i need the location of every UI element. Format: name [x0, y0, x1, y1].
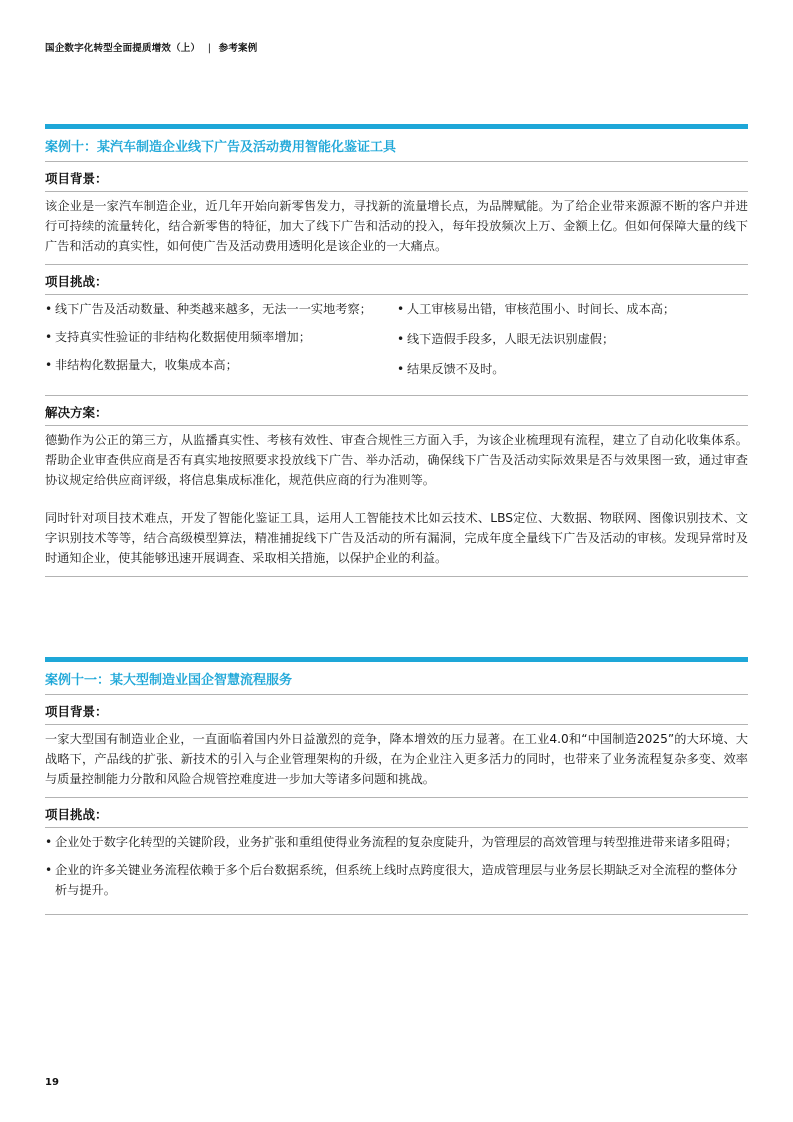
list-item: • 非结构化数据量大，收集成本高； [45, 355, 397, 375]
document-title: 国企数字化转型全面提质增效（上） [45, 43, 201, 54]
bullet-icon: • [45, 863, 53, 877]
challenge-heading: 项目挑战： [45, 807, 108, 822]
challenge-column-left [45, 299, 397, 389]
challenge-list [45, 828, 748, 914]
bullet-icon: • [45, 358, 53, 372]
bullet-icon: • [397, 332, 405, 346]
case-title: 案例十一：某大型制造业国企智慧流程服务 [45, 673, 293, 688]
case-eleven [45, 657, 748, 915]
list-item: • 线下造假手段多，人眼无法识别虚假； [397, 329, 748, 349]
section-name: 参考案例 [218, 43, 258, 54]
divider [45, 914, 748, 915]
list-item: • 支持真实性验证的非结构化数据使用频率增加； [45, 327, 397, 347]
background-heading: 项目背景： [45, 704, 108, 719]
list-item: • 结果反馈不及时。 [397, 359, 748, 379]
bullet-icon: • [45, 330, 53, 344]
background-text: 一家大型国有制造业企业，一直面临着国内外日益激烈的竞争，降本增效的压力显著。在工业4.0和“中国制造2025”的大环境、大战略下，产品线的扩张、新技术的引入与企业管理架构的升级，在为企业注入更多活力的同时，也带来了业务流程复杂多变、效率与质量控制能力分散和风险合规管控难度进一步加大等诸多问题和挑战。 [45, 732, 748, 786]
solution-text: 同时针对项目技术难点，开发了智能化鉴证工具，运用人工智能技术比如云技术、LBS定位、大数据、物联网、图像识别技术、文字识别技术等等，结合高级模型算法，精准捕捉线下广告及活动的所有漏洞，完成年度全量线下广告及活动的审核。发现异常时及时通知企业，使其能够迅速开展调查、采取相关措施，以保护企业的利益。 [45, 511, 748, 565]
list-item: • 企业的许多关键业务流程依赖于多个后台数据系统，但系统上线时点跨度很大，造成管理层与业务层长期缺乏对全流程的整体分析与提升。 [45, 860, 748, 900]
list-item: • 线下广告及活动数量、种类越来越多，无法一一实地考察； [45, 299, 397, 319]
list-item: • 人工审核易出错，审核范围小、时间长、成本高； [397, 299, 748, 319]
bullet-icon: • [45, 302, 53, 316]
divider [45, 576, 748, 577]
page-number: 19 [45, 1077, 59, 1088]
challenge-heading: 项目挑战： [45, 274, 108, 289]
case-ten [45, 124, 748, 577]
bullet-icon: • [397, 302, 405, 316]
background-heading: 项目背景： [45, 171, 108, 186]
background-text: 该企业是一家汽车制造企业，近几年开始向新零售发力，寻找新的流量增长点，为品牌赋能。为了给企业带来源源不断的客户并进行可持续的流量转化，结合新零售的特征，加大了线下广告和活动的投入，每年投放频次上万、金额上亿。但如何保障大量的线下广告和活动的真实性，如何使广告及活动费用透明化是该企业的一大痛点。 [45, 199, 748, 253]
bullet-icon: • [397, 362, 405, 376]
challenge-column-right [397, 299, 748, 389]
case-title: 案例十：某汽车制造企业线下广告及活动费用智能化鉴证工具 [45, 140, 397, 155]
header-separator: | [207, 43, 212, 54]
challenge-list [45, 295, 748, 395]
list-item: • 企业处于数字化转型的关键阶段，业务扩张和重组使得业务流程的复杂度陡升，为管理层的高效管理与转型推进带来诸多阻碍； [45, 832, 748, 852]
solution-text: 德勤作为公正的第三方，从监播真实性、考核有效性、审查合规性三方面入手，为该企业梳理现有流程，建立了自动化收集体系。帮助企业审查供应商是否有真实地按照要求投放线下广告、举办活动，确保线下广告及活动实际效果是否与效果图一致，通过审查协议规定给供应商评级，将信息集成标准化，规范供应商的行为准则等。 [45, 433, 748, 487]
solution-heading: 解决方案： [45, 405, 108, 420]
bullet-icon: • [45, 835, 53, 849]
running-header [45, 40, 257, 54]
